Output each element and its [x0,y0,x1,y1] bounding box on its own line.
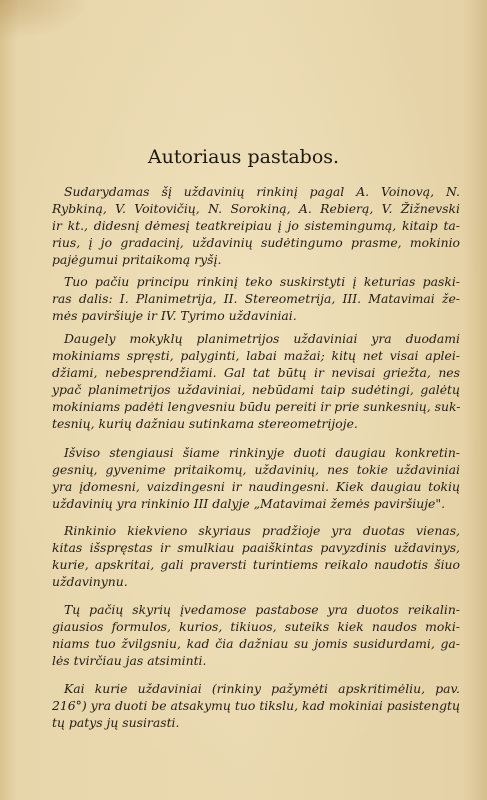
text-line: ir kt., didesnį dėmesį teatkreipiau į jo sistemingumą, kitaip ta- [52,218,460,233]
text-line: Rybkiną, V. Voitovičių, N. Sorokiną, A. Rebierą, V. Žižnevski [52,201,460,216]
paper-stain [0,0,90,40]
text-line: yra įdomesni, vaizdingesni ir naudingesni. Kiek daugiau tokių [52,479,460,494]
text-line: giausios formulos, kurios, tikiuos, suteiks kiek naudos moki- [52,619,460,634]
text-line: gesnių, gyvenime pritaikomų, uždavinių, nes tokie uždaviniai [52,462,460,477]
text-line: rius, į jo gradacinį, uždavinių sudėtingumo prasme, mokinio [52,235,460,250]
text-line: Tų pačių skyrių įvedamose pastabose yra duotos reikalin- [64,602,460,617]
text-line: mokiniams padėti lengvesniu būdu pereiti ir prie sunkesnių, suk- [52,399,461,414]
text-line: mės paviršiuje ir IV. Tyrimo uždaviniai. [52,308,297,323]
paragraph-6 [52,601,460,669]
text-line: tesnių, kurių dažniau sutinkama stereometrijoje. [52,416,358,431]
text-line: ypač planimetrijos uždaviniai, nebūdami taip sudėtingi, galėtų [52,382,460,397]
text-line: džiami, nebesprendžiami. Gal tat būtų ir nevisai griežta, nes [52,365,460,380]
text-line: Daugely mokyklų planimetrijos uždaviniai yra duodami [64,331,460,346]
text-line: kitas išspręstas ir smulkiau paaiškintas pavyzdinis uždavinys, [52,540,460,555]
text-line: Rinkinio kiekvieno skyriaus pradžioje yra duotas vienas, [64,523,460,538]
text-line: Sudarydamas šį uždavinių rinkinį pagal A. Voinovą, N. [64,184,460,199]
paragraph-5 [52,522,460,590]
text-line: mokiniams spręsti, palyginti, labai mažai; kitų net visai aplei- [52,348,460,363]
paragraph-7 [52,680,460,731]
text-line: kurie, apskritai, gali praversti turintiems reikalo naudotis šiuo [52,557,460,572]
text-line: tų patys jų susirasti. [52,715,180,730]
paragraph-1 [52,183,460,268]
text-line: lės tvirčiau jas atsiminti. [52,653,207,668]
text-line: uždavinynu. [52,574,128,589]
text-line: ras dalis: I. Planimetrija, II. Stereometrija, III. Matavimai že- [52,291,460,306]
text-line: 216°) yra duoti be atsakymų tuo tikslu, kad mokiniai pasistengtų [52,698,460,713]
paragraph-2 [52,273,460,324]
text-line: uždavinių yra rinkinio III dalyje „Matavimai žemės paviršiuje". [52,496,446,511]
text-line: niams tuo žvilgsniu, kad čia dažniau su jomis susidurdami, ga- [52,636,460,651]
text-line: Tuo pačiu principu rinkinį teko suskirstyti į keturias paski- [64,274,460,289]
text-line: pajėgumui pritaikomą ryšį. [52,252,222,267]
text-line: Išviso stengiausi šiame rinkinyje duoti daugiau konkretin- [64,445,460,460]
text-line: Kai kurie uždaviniai (rinkiny pažymėti apskritimėliu, pav. [64,681,460,696]
paragraph-4 [52,444,460,512]
page-title: Autoriaus pastabos. [147,146,340,168]
paragraph-3 [52,330,460,432]
